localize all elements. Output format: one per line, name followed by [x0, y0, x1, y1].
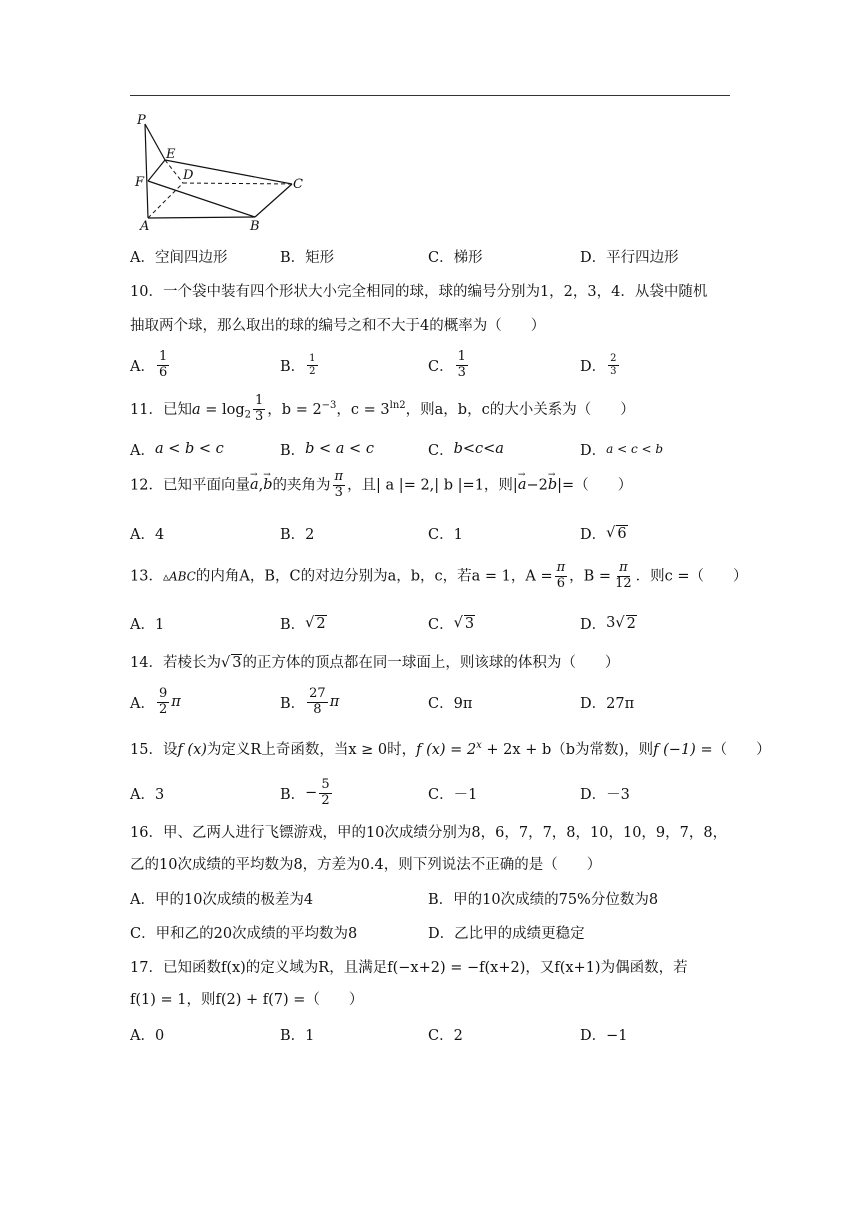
edge-FE — [148, 160, 165, 181]
option-b[interactable]: B．甲的10次成绩的75%分位数为8 — [428, 891, 659, 908]
label-B: B — [250, 219, 260, 234]
option-b[interactable]: B． $\frac{27}{8}$ π — [280, 685, 340, 717]
option-a[interactable]: A． $\frac{1}{6}$ — [130, 348, 168, 380]
option-c[interactable]: C．9π — [428, 695, 473, 712]
option-c[interactable]: C． √ 3 — [428, 615, 475, 633]
option-d[interactable]: D． a < c < b — [580, 442, 664, 459]
option-c[interactable]: C． b<c<a — [428, 441, 504, 459]
option-b[interactable]: B．矩形 — [280, 249, 335, 266]
q9-options — [130, 239, 730, 273]
label-A: A — [140, 219, 150, 234]
option-c[interactable]: C．2 — [428, 1027, 463, 1044]
edge-FB — [148, 181, 255, 217]
option-a[interactable]: A．1 — [130, 616, 165, 633]
edge-AD — [148, 183, 183, 218]
option-d[interactable]: D． 3 √ 2 — [580, 615, 636, 633]
question-17 — [130, 953, 730, 1015]
question-15: 15．设f (x)为定义R上奇函数，当x ≥ 0时，f $(x) = 2^x + 2x + b(b$为常数)，则f (−1) =（ ） — [130, 740, 771, 758]
option-a[interactable]: A． $\frac{9}{2}$ π — [130, 685, 181, 717]
q17-line2: f(1) = 1，则f(2) + f(7) =（ ） — [130, 992, 364, 1008]
label-D: D — [183, 168, 194, 183]
option-d[interactable]: D．平行四边形 — [580, 249, 679, 266]
question-10 — [130, 277, 730, 341]
header-rule — [130, 95, 730, 96]
label-E: E — [166, 147, 176, 162]
label-F: F — [135, 175, 145, 190]
q17-options — [130, 1017, 730, 1051]
option-d[interactable]: D．27π — [580, 695, 635, 712]
question-13: 13．▵ABC的内角A，B，C的对边分别为a，b，c，若a = 1，A = $\frac{\pi}{6}$ ，B = $\frac{\pi}{12}$ ．则c =（ ） — [130, 560, 748, 591]
option-b[interactable]: B．2 — [280, 526, 315, 543]
geometry-figure — [130, 110, 310, 235]
q16-options-row1 — [130, 881, 730, 915]
q15-options — [130, 773, 730, 813]
label-P: P — [137, 113, 146, 128]
question-16 — [130, 818, 730, 880]
option-a[interactable]: A．0 — [130, 1027, 165, 1044]
question-14: 14．若棱长为√ 3的正方体的顶点都在同一球面上，则该球的体积为（ ） — [130, 655, 620, 671]
option-a[interactable]: A．空间四边形 — [130, 249, 228, 266]
q17-line1: 17．已知函数f(x)的定义域为R，且满足f(−x+2) = −f(x+2)，又f(x+1)为偶函数，若 — [130, 960, 688, 976]
option-c[interactable]: C．1 — [428, 526, 463, 543]
q10-options — [130, 346, 730, 384]
option-b[interactable]: B． b < a < c — [280, 441, 374, 459]
option-c[interactable]: C．甲和乙的20次成绩的平均数为8 — [130, 925, 358, 942]
q11-options — [130, 432, 730, 466]
option-a[interactable]: A．4 — [130, 526, 165, 543]
q16-line1: 16．甲、乙两人进行飞镖游戏，甲的10次成绩分别为8，6，7，7，8，10，10，9，7，8， — [130, 825, 728, 841]
edge-PA — [145, 124, 148, 218]
edge-BC — [255, 184, 292, 217]
option-c[interactable]: C．梯形 — [428, 249, 483, 266]
q16-options-row2 — [130, 915, 730, 949]
option-a[interactable]: A．甲的10次成绩的极差为4 — [130, 891, 314, 908]
option-d[interactable]: D．−1 — [580, 1027, 628, 1044]
edge-PE — [145, 124, 165, 160]
option-d[interactable]: D．－3 — [580, 786, 630, 803]
option-b[interactable]: B． √ 2 — [280, 615, 326, 633]
option-c[interactable]: C．－1 — [428, 786, 478, 803]
question-12: 12．已知平面向量→ a,→ b的夹角为 $\frac{\pi}{3}$ ，且| a |= 2,| b |=1，则|→ a−2→ b|=（ ） — [130, 470, 730, 501]
q14-options — [130, 682, 730, 722]
q13-options — [130, 606, 730, 640]
q10-line2: 抽取两个球，那么取出的球的编号之和不大于4的概率为（ ） — [130, 318, 546, 334]
option-d[interactable]: D． √ 6 — [580, 525, 627, 543]
option-b[interactable]: B．1 — [280, 1027, 315, 1044]
label-C: C — [293, 177, 303, 192]
edge-AB — [148, 217, 255, 218]
option-c[interactable]: C． $\frac{1}{3}$ — [428, 348, 466, 380]
option-b[interactable]: B． − $\frac{5}{2}$ — [280, 776, 330, 808]
q10-line1: 10．一个袋中装有四个形状大小完全相同的球，球的编号分别为1，2，3，4．从袋中随机 — [130, 284, 708, 300]
option-a[interactable]: A．3 — [130, 786, 165, 803]
edge-DC — [183, 183, 292, 184]
question-11: 11．已知$a = \log_2$ $\frac{1}{3}$ ，$b = 2^{-3}$，$c = 3^{ln2}$，则a，b，c的大小关系为（ ） — [130, 393, 635, 425]
option-d[interactable]: D．乙比甲的成绩更稳定 — [428, 925, 585, 942]
q16-line2: 乙的10次成绩的平均数为8，方差为0.4，则下列说法不正确的是（ ） — [130, 857, 602, 873]
q12-options — [130, 516, 730, 550]
option-d[interactable]: D． $\frac{2}{3}$ — [580, 353, 617, 377]
option-b[interactable]: B． $\frac{1}{2}$ — [280, 353, 316, 377]
option-a[interactable]: A． a < b < c — [130, 441, 224, 459]
